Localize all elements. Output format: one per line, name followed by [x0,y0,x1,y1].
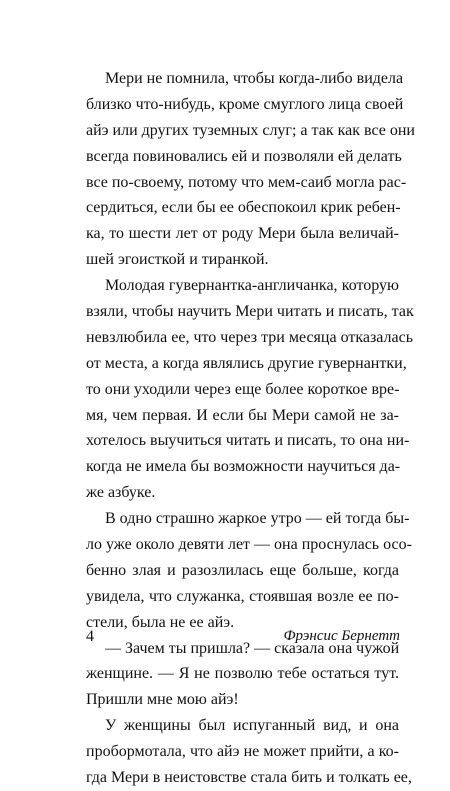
text-line: — Зачем ты пришла? — сказала она чужой [105,639,400,657]
body-text [86,66,415,791]
running-head-author: Фрэнсис Бернетт [283,628,400,644]
text-line: от места, а когда являлись другие гувернантки, [86,354,407,372]
text-line: хотелось выучиться читать и писать, то она ни- [86,432,410,450]
text-line: мя, чем первая. И если бы Мери самой не за- [86,406,399,424]
text-line: взяли, чтобы научить Мери читать и писать, так [86,303,414,321]
text-line: когда не имела бы возможности научиться да- [86,458,401,476]
text-line: увидела, что служанка, стоявшая возле ее по- [86,587,399,605]
text-line: Мери не помнила, чтобы когда-либо видела [105,70,404,87]
text-line: сердиться, если бы ее обеспокоил крик ребен- [86,199,401,217]
text-line: В одно страшно жаркое утро — ей тогда бы- [105,510,410,528]
text-line: все по-своему, потому что мем-саиб могла рас- [86,173,407,191]
text-line: ло уже около девяти лет — она проснулась осо- [86,536,412,554]
text-line: женщине. — Я не позволю тебе остаться тут. [86,665,399,683]
text-line: стели, была не ее айэ. [86,613,235,631]
text-line: бенно злая и разозлилась еще больше, когда [86,561,399,579]
text-line: пробормотала, что айэ не может прийти, а ко- [86,743,399,761]
text-line: ка, то шести лет от роду Мери была величай- [86,225,399,243]
text-line: близко что-нибудь, кроме смуглого лица своей [86,95,404,113]
text-line: гда Мери в неистовстве стала бить и толкать ее, [86,769,412,787]
text-line: Пришли мне мою айэ! [86,691,239,709]
text-line: то они уходили через еще более короткое вре- [86,380,400,398]
page-number: 4 [86,628,94,645]
text-line: Молодая гувернантка-англичанка, которую [105,277,399,295]
text-line: всегда повиновались ей и позволяли ей делать [86,147,402,165]
text-line: невзлюбила ее, что через три месяца отказалась [86,328,414,346]
text-line: айэ или других туземных слуг; а так как все они [86,121,415,139]
text-line: У женщины был испуганный вид, и она [105,717,399,735]
text-line: же азбуке. [86,484,156,502]
text-line: шей эгоисткой и тиранкой. [86,251,269,269]
